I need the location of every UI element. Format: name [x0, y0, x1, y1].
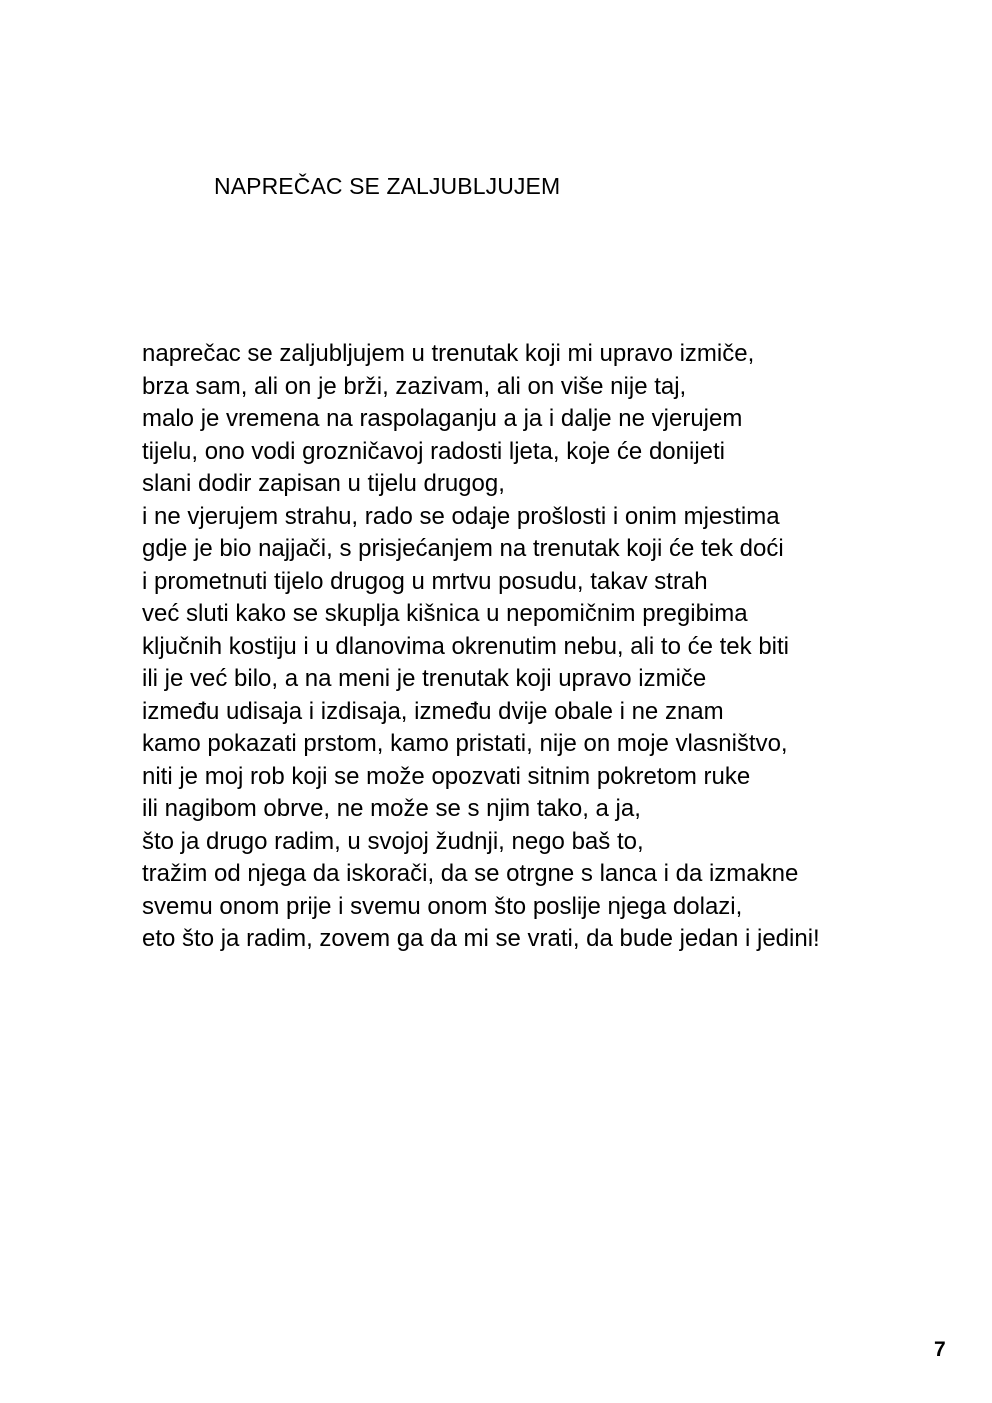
poem-line: svemu onom prije i svemu onom što poslije njega dolazi,	[142, 892, 743, 920]
poem-line: već sluti kako se skuplja kišnica u nepomičnim pregibima	[142, 600, 748, 627]
poem-line: naprečac se zaljubljujem u trenutak koji mi upravo izmiče,	[142, 340, 755, 367]
poem-body	[142, 338, 942, 956]
page-number: 7	[934, 1338, 946, 1361]
poem-line: ključnih kostiju i u dlanovima okrenutim nebu, ali to će tek biti	[142, 632, 789, 660]
poem-line: niti je moj rob koji se može opozvati sitnim pokretom ruke	[142, 762, 751, 790]
poem-line: i ne vjerujem strahu, rado se odaje prošlosti i onim mjestima	[142, 502, 780, 530]
poem-line: tražim od njega da iskorači, da se otrgne s lanca i da izmakne	[142, 860, 799, 887]
poem-line: ili nagibom obrve, ne može se s njim tako, a ja,	[142, 795, 641, 822]
poem-line: što ja drugo radim, u svojoj žudnji, nego baš to,	[142, 827, 644, 855]
poem-line: malo je vremena na raspolaganju a ja i dalje ne vjerujem	[142, 405, 743, 432]
poem-title: NAPREČAC SE ZALJUBLJUJEM	[214, 173, 561, 199]
poem-line: eto što ja radim, zovem ga da mi se vrati, da bude jedan i jedini!	[142, 925, 820, 952]
poem-line: i prometnuti tijelo drugog u mrtvu posudu, takav strah	[142, 567, 708, 595]
poem-line: brza sam, ali on je brži, zazivam, ali on više nije taj,	[142, 372, 687, 400]
poem-line: slani dodir zapisan u tijelu drugog,	[142, 470, 505, 497]
poem-line: između udisaja i izdisaja, između dvije obale i ne znam	[142, 697, 724, 725]
poem-line: ili je već bilo, a na meni je trenutak koji upravo izmiče	[142, 665, 707, 692]
poem-line: tijelu, ono vodi grozničavoj radosti ljeta, koje će donijeti	[142, 437, 725, 465]
poem-line: gdje je bio najjači, s prisjećanjem na trenutak koji će tek doći	[142, 535, 784, 562]
poem-line: kamo pokazati prstom, kamo pristati, nije on moje vlasništvo,	[142, 730, 788, 757]
